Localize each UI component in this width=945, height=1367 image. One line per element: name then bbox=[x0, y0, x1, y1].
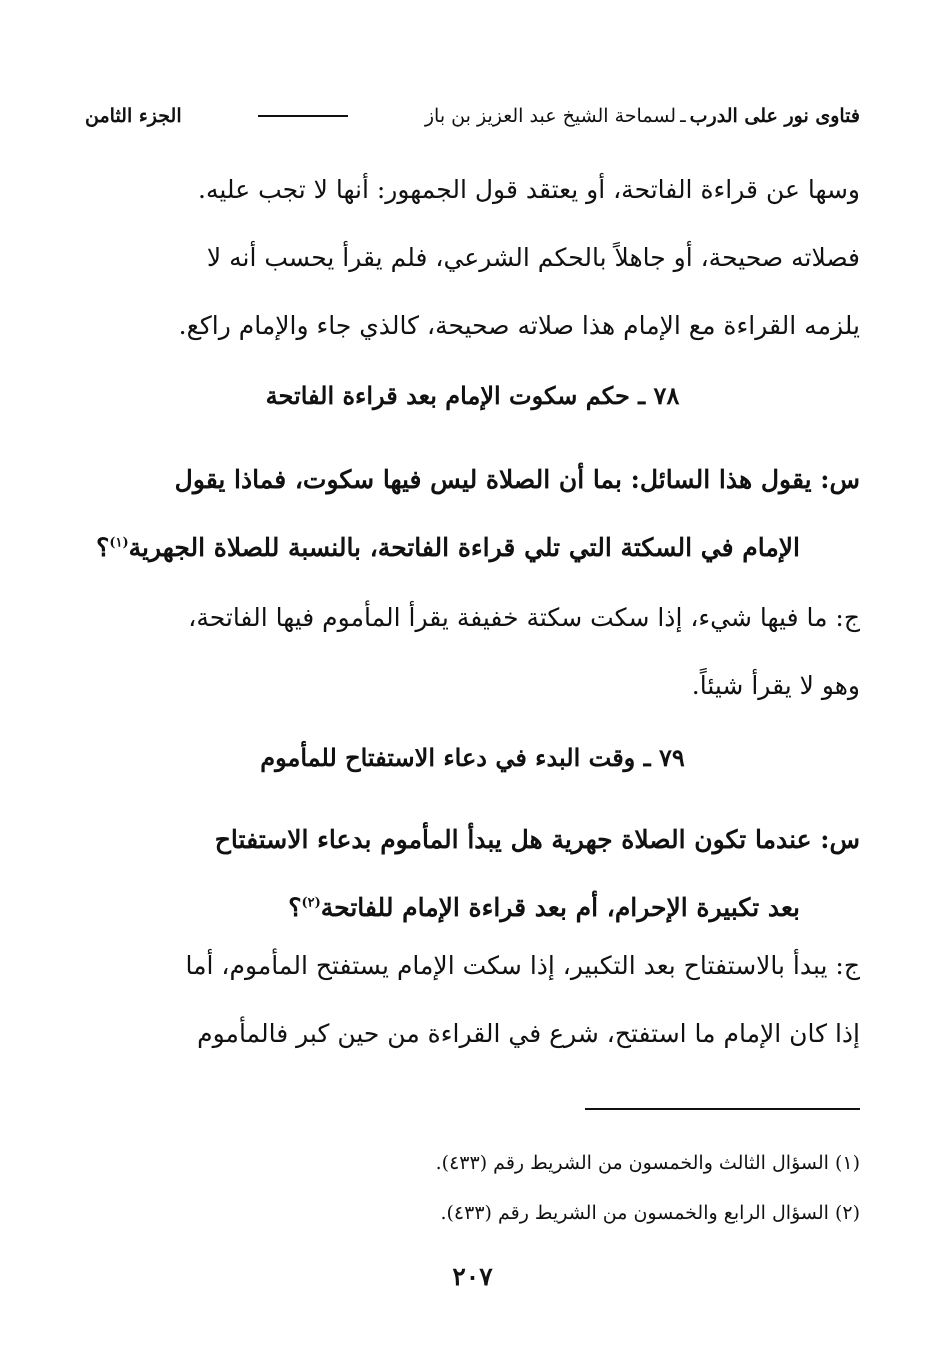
question-line-last bbox=[85, 514, 860, 582]
page-number: ٢٠٧ bbox=[452, 1262, 493, 1291]
footnote-rule bbox=[585, 1108, 860, 1110]
section-heading: ٧٨ ـ حكم سكوت الإمام بعد قراءة الفاتحة bbox=[265, 381, 680, 410]
section-heading: ٧٩ ـ وقت البدء في دعاء الاستفتاح للمأموم bbox=[260, 743, 685, 772]
footnotes bbox=[85, 1138, 860, 1238]
question-text: بعد تكبيرة الإحرام، أم بعد قراءة الإمام للفاتحة bbox=[320, 893, 800, 922]
question-block bbox=[85, 446, 860, 582]
intro-paragraph bbox=[85, 156, 860, 360]
footnote: (٢) السؤال الرابع والخمسون من الشريط رقم (٤٣٣). bbox=[440, 1202, 860, 1224]
question-line: س: يقول هذا السائل: بما أن الصلاة ليس فيها سكوت، فماذا يقول bbox=[174, 465, 860, 494]
intro-line: وسها عن قراءة الفاتحة، أو يعتقد قول الجمهور: أنها لا تجب عليه. bbox=[198, 175, 860, 204]
answer-block bbox=[85, 932, 860, 1068]
answer-line: وهو لا يقرأ شيئاً. bbox=[691, 671, 860, 700]
answer-line: إذا كان الإمام ما استفتح، شرع في القراءة من حين كبر فالمأموم bbox=[197, 1019, 860, 1048]
running-header bbox=[85, 98, 860, 134]
book-title: فتاوى نور على الدرب bbox=[689, 105, 860, 127]
header-separator: ـ bbox=[680, 105, 686, 127]
answer-line: ج: ما فيها شيء، إذا سكت سكتة خفيفة يقرأ المأموم فيها الفاتحة، bbox=[188, 603, 860, 632]
question-line: س: عندما تكون الصلاة جهرية هل يبدأ المأموم بدعاء الاستفتاح bbox=[214, 825, 860, 854]
question-block bbox=[85, 806, 860, 942]
volume-part: الجزء الثامن bbox=[85, 105, 182, 127]
footnote-marker: (١) bbox=[109, 535, 129, 551]
question-text: الإمام في السكتة التي تلي قراءة الفاتحة، بالنسبة للصلاة الجهرية bbox=[128, 533, 800, 562]
intro-line: يلزمه القراءة مع الإمام هذا صلاته صحيحة، كالذي جاء والإمام راكع. bbox=[178, 311, 860, 340]
question-mark: ؟ bbox=[288, 893, 302, 922]
question-mark: ؟ bbox=[96, 533, 110, 562]
header-title-group bbox=[425, 105, 860, 127]
header-rule bbox=[258, 115, 348, 117]
author-name: لسماحة الشيخ عبد العزيز بن باز bbox=[424, 105, 677, 127]
footnote: (١) السؤال الثالث والخمسون من الشريط رقم (٤٣٣). bbox=[435, 1152, 860, 1174]
intro-line: فصلاته صحيحة، أو جاهلاً بالحكم الشرعي، فلم يقرأ يحسب أنه لا bbox=[206, 243, 860, 272]
answer-line: ج: يبدأ بالاستفتاح بعد التكبير، إذا سكت الإمام يستفتح المأموم، أما bbox=[185, 951, 860, 980]
answer-block bbox=[85, 584, 860, 720]
book-page bbox=[85, 0, 860, 1367]
footnote-marker: (٢) bbox=[301, 895, 321, 911]
